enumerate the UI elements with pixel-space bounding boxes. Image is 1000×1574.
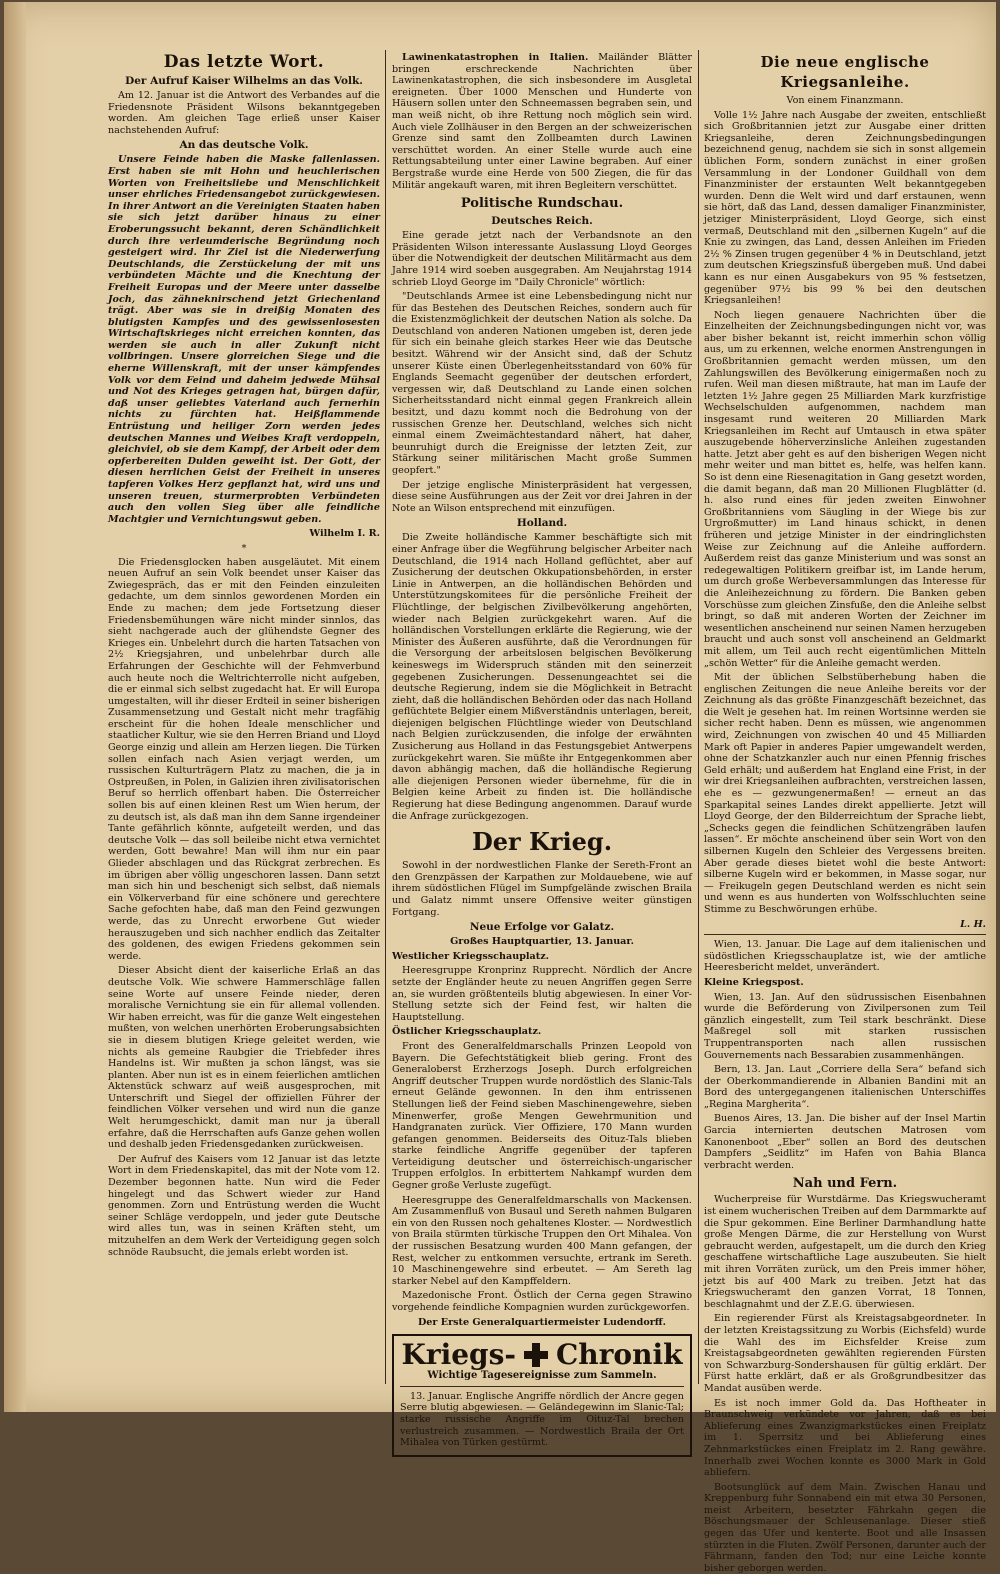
signature: Der Erste Generalquartiermeister Ludendorff. — [417, 1316, 667, 1328]
body-paragraph: Buenos Aires, 13. Jan. Die bisher auf der Insel Martin Garcia internierten deutschen Matrosen vom Kanonenboot „Eber“ sollen an Bord des deutschen Dampfers „Seidlitz“ im Hafen von Bahia Blanca verbracht werden. — [704, 1113, 986, 1171]
section-title: Nah und Fern. — [792, 1176, 898, 1192]
body-paragraph: Wien, 13. Jan. Auf den südrussischen Eisenbahnen wurde die Beförderung von Zivilpersonen zum Teil gänzlich eingestellt, zum Teil stark beschränkt. Diese Maßregel soll mit starken russischen Truppentransporten nach allen russischen Gouvernements nach Bessarabien zusammenhängen. — [704, 991, 986, 1061]
kc-text: 13. Januar. Englische Angriffe nördlich der Ancre gegen Serre blutig abgewiesen. — Geländegewinn im Slanic-Tal; starke russische Angriffe im Oituz-Tal brechen verlustreich zusammen. — Nordwestlich Braila der Ort Mihalea von Türken gestürmt. — [400, 1390, 684, 1449]
body-paragraph: Wucherpreise für Wurstdärme. Das Kriegswucheramt ist einem wucherischen Treiben auf dem Darmmarkte auf die Spur gekommen. Eine Berliner Darmhandlung hatte große Mengen Därme, die zur Herstellung von Wurst gebraucht werden, aufgestapelt, um die durch den Krieg geschaffene wirtschaftliche Lage auszubeuten. Sie hielt mit ihren Vorräten zurück, um den Preis immer höher, jetzt bis auf 400 Mark zu treiben. Jetzt hat das Kriegswucheramt den ganzen Vorrat, 18 Tonnen, beschlagnahmt und der Z.E.G. überwiesen. — [704, 1194, 986, 1310]
news-text: Mailänder Blätter bringen erschreckende Nachrichten über Lawinenkatastrophen, die sich insbesondere im Ausgletal ereigneten. Über 1000 Menschen und Hunderte von Häusern sollen unter den Schneemassen begraben sein, und man weiß nicht, ob ihre Rettung noch möglich sein wird. Auch viele Zollhäuser in den Bergen an der schweizerischen Grenze sind samt den Zollbeamten durch Lawinen verschüttet worden. An einer Stelle wurde auch eine Rettungsabteilung unter einer Lawine begraben. Auf einer Bergstraße wurde eine Herde von 500 Ziegen, die für das Militär angekauft waren, mit ihren Begleitern verschüttet. — [392, 52, 692, 191]
appeal-text: Unsere Feinde haben die Maske fallenlassen. Erst haben sie mit Hohn und heuchlerischen Worten von Freiheitsliebe und Menschlichkeit unser ehrliches Friedensangebot zurückgewiesen. In ihrer Antwort an die Vereinigten Staaten haben sie sich jetzt darüber hinaus zu einer Eroberungssucht bekannt, deren Schändlichkeit durch ihre verleumderische Begründung noch gesteigert wird. Ihr Ziel ist die Niederwerfung Deutschlands, die Zerstückelung der mit uns verbündeten Mächte und die Knechtung der Freiheit Europas und der Meere unter dasselbe Joch, das zähneknirschend jetzt Griechenland trägt. Aber was sie in dreißig Monaten des blutigsten Kampfes und des gewissenlosesten Wirtschaftskrieges nicht erreichen konnten, das werden sie auch in aller Zukunft nicht vollbringen. Unsere glorreichen Siege und die eherne Willenskraft, mit der unser kämpfendes Volk vor dem Feind und daheim jedwede Mühsal und Not des Krieges getragen hat, bürgen dafür, daß unser geliebtes Vaterland auch fernerhin nichts zu fürchten hat. Heißflammende Entrüstung und heiliger Zorn werden jedes deutschen Mannes und Weibes Kraft verdoppeln, gleichviel, ob sie dem Kampf, der Arbeit oder dem opferbereiten Dulden geweiht ist. Der Gott, der diesen herrlichen Geist der Freiheit in unseres tapferen Volkes Herz gepflanzt hat, wird uns und unseren treuen, sturmerprobten Verbündeten auch den vollen Sieg über alle feindliche Machtgier und Vernichtungswut geben. — [108, 154, 380, 525]
body-paragraph: Bern, 13. Jan. Laut „Corriere della Sera“ befand sich der Oberkommandierende in Albanien Bandini mit an Bord des untergegangenen italienischen Unterschiffes „Regina Margherita“. — [704, 1064, 986, 1110]
iron-cross-icon — [524, 1343, 548, 1367]
body-paragraph: Sowohl in der nordwestlichen Flanke der Sereth-Front an den Grenzpässen der Karpathen zur Moldauebene, wie auf ihrem südöstlichen Flügel im Sumpfgelände zwischen Braila und Galatz nimmt unsere Offensive weiter günstigen Fortgang. — [392, 860, 692, 918]
section-subtitle: Holland. — [516, 517, 568, 530]
body-paragraph: Heeresgruppe Kronprinz Rupprecht. Nördlich der Ancre setzte der Engländer heute zu neuen Angriffen gegen Serre an, sie wurden größtenteils blutig abgewiesen. In einer Vor-Stellung setzte sich der Feind fest, wir halten die Hauptstellung. — [392, 965, 692, 1023]
kriegs-chronik-title — [400, 1340, 684, 1370]
appeal-heading: An das deutsche Volk. — [179, 139, 309, 152]
body-paragraph: Der Aufruf des Kaisers vom 12 Januar ist das letzte Wort in dem Friedenskapitel, das mit der Note vom 12. Dezember begonnen hatte. Nun wird die Feder hingelegt und das Schwert wieder zur Hand genommen. Zorn und Entrüstung werden die Wucht seiner Schläge verdoppeln, und jeder gute Deutsche wird alles tun, was in seinen Kräften steht, um mitzuhelfen an dem Werk der Verteidigung gegen solch schnöde Raubsucht, die jemals erlebt worden ist. — [108, 1153, 380, 1258]
divider — [400, 1386, 684, 1387]
body-paragraph: Volle 1½ Jahre nach Ausgabe der zweiten, entschließt sich Großbritannien jetzt zur Ausgabe einer dritten Kriegsanleihe, deren Zeichnungsbedingungen bezeichnend genug, nachdem sie sich in sonst allgemein üblichen Form, sondern zunächst in einer großen Versammlung in der Londoner Guildhall von dem Finanzminister der erstaunten Welt bekanntgegeben wurden. Denn die Welt wird und darf erstaunen, wenn sie hört, daß das Land, dessen damaliger Finanzminister, jetziger Ministerpräsident, Lloyd George, sich einst vermaß, Deutschland mit den „silbernen Kugeln“ auf die Knie zu zwingen, das Land, dessen Anleihen im Frieden 2½ % Zinsen trugen gegenüber 4 % in Deutschland, jetzt zum deutschen Kriegszinsfuß übergeben muß. Und dabei kann es nur einen Ausgabekurs von 95 % festsetzen, gegenüber 97½ bis 99 % bei den deutschen Kriegsanleihen! — [704, 109, 986, 307]
article-title: Die neue englische Kriegsanleihe. — [760, 53, 930, 91]
intro-paragraph: Am 12. Januar ist die Antwort des Verbandes auf die Friedensnote Präsident Wilsons bekanntgegeben worden. Am gleichen Tage erließ unser Kaiser nachstehenden Aufruf: — [108, 90, 380, 136]
body-paragraph: Die Friedensglocken haben ausgeläutet. Mit einem neuen Aufruf an sein Volk beendet unser Kaiser das Zwiegespräch, das er mit den Feinden einzuleiten gedachte, um dem sinnlos gewordenen Morden ein Ende zu machen; dem jede Fortsetzung dieser Friedensbemühungen wäre nicht minder sinnlos, das sieht nachgerade auch der glühendste Gegner des Krieges ein. Unbelehrt durch die harten Tatsachen von 2½ Kriegsjahren, und unbelehrbar durch alle Erfahrungen der Geschichte will der Fehmverbund auch heute noch die Weltrichterrolle nicht aufgeben, die er einmal sich selbst zugedacht hat. Er will Europa umgestalten, will ihr dieser Erdteil in seiner bisherigen Zusammensetzung und Gestalt nicht mehr tragfähig erscheint für die hohen Ideale menschlicher und staatlicher Kultur, wie sie den Herren Briand und Lloyd George einzig und allein am Herzen liegen. Die Türken sollen einfach nach Asien verjagt werden, um russischen Kulturträgern Platz zu machen, die ja in Ostpreußen, in Polen, in Galizien ihren zivilisatorischen Beruf so herrlich offenbart haben. Die Österreicher sollen bis auf einen kleinen Rest um Wien herum, der zu deutsch ist, als daß man ihn dem Sanne irgendeiner Tante gefährlich könnte, aufgeteilt werden, und das deutsche Volk — das soll beileibe nicht etwa vernichtet werden, Gott bewahre! Man will ihm nur ein paar Glieder abschlagen und das Rückgrat zerbrechen. Es im übrigen aber völlig ungeschoren lassen. Dann setzt man sich hin und beschenigt sich selbst, daß niemals ein Völkerverband für eine schönere und gerechtere Sache gefochten habe, daß man den Feind gezwungen werde, das zu Unrecht erworbene Gut wieder herauszugeben und sich nachher endlich das Zeitalter des goldenen, des ewigen Friedens gekommen sein werde. — [108, 556, 380, 962]
section-subtitle: Neue Erfolge vor Galatz. — [469, 921, 615, 934]
dateline: Großes Hauptquartier, 13. Januar. — [450, 936, 634, 948]
front-heading: Östlicher Kriegsschauplatz. — [392, 1026, 542, 1038]
signature: Wilhelm I. R. — [309, 528, 380, 540]
column-rule — [385, 50, 386, 1384]
column-middle — [392, 52, 692, 1449]
front-heading: Westlicher Kriegsschauplatz. — [392, 950, 549, 962]
section-title: Politische Rundschau. — [460, 196, 624, 212]
section-subtitle: Deutsches Reich. — [491, 215, 593, 228]
kc-right: Chronik — [556, 1338, 683, 1372]
body-paragraph: Mazedonische Front. Östlich der Cerna gegen Strawino vorgehende feindliche Kompagnien wurden zurückgeworfen. — [392, 1290, 692, 1313]
article-subtitle: Der Aufruf Kaiser Wilhelms an das Volk. — [125, 75, 363, 87]
body-paragraph: Dieser Absicht dient der kaiserliche Erlaß an das deutsche Volk. Wie schwere Hammerschläge fallen seine Worte auf unsere Feinde nieder, deren moralische Vernichtung sie ein für allemal vollenden. Wir haben erreicht, was für die ganze Welt eingestehen mußten, von welchen unerhörten Eroberungsabsichten sie in diesem blutigen Kriege geleitet werden, wie nichts als gemeine Raubgier die Triebfeder ihres Handelns ist. Wir mußten ja schon längst, was sie planten. Aber nun ist es in einem feierlichen amtlichen Aktenstück schwarz auf weiß ausgesprochen, mit Unterschrift und Siegel der offiziellen Führer der feindlichen Völker versehen und wird nun die ganze Welt herumgeschickt, damit man nur ja überall erfahre, daß die Herrschaften aufs Ganze gehen wollen und deshalb jeden Friedensgedanken zurückweisen. — [108, 965, 380, 1151]
separator-star: * — [241, 542, 247, 554]
newspaper-page — [4, 2, 996, 1574]
body-paragraph: Wien, 13. Januar. Die Lage auf dem italienischen und südöstlichen Kriegsschauplatze ist, wie der amtliche Heeresbericht meldet, unverändert. — [704, 939, 986, 974]
binding-edge — [4, 2, 26, 1412]
section-title: Der Krieg. — [471, 827, 613, 857]
divider — [704, 934, 986, 935]
news-heading: Lawinenkatastrophen in Italien. — [402, 52, 589, 63]
article-title: Das letzte Wort. — [163, 52, 325, 72]
kc-subtitle: Wichtige Tagesereignisse zum Sammeln. — [427, 1370, 657, 1382]
section-subtitle: Kleine Kriegspost. — [704, 976, 804, 988]
body-paragraph: Die Zweite holländische Kammer beschäftigte sich mit einer Anfrage über die Wegführung belgischer Arbeiter nach Deutschland, die 1914 nach Holland geflüchtet, aber auf Zusicherung der deutschen Okkupationsbehörden, in erster Linie in Antwerpen, an die holländischen Behörden und Unterstützungskomitees für die persönliche Freiheit der Flüchtlinge, der belgischen Zivilbevölkerung angehörten, wieder nach Belgien zurückgekehrt waren. Auf die holländischen Vorstellungen erklärte die Regierung, wie der Minister des Äußeren ausführte, daß die Verordnungen für die Versorgung der arbeitslosen belgischen Bevölkerung keineswegs im Widerspruch ständen mit den seinerzeit gegebenen Zusicherungen. Dessenungeachtet sei die deutsche Regierung, indem sie die Möglichkeit in Betracht zieht, daß die holländischen Behörden oder das nach Holland geflüchtete Belgier einem Mißverständnis unterlagen, bereit, diejenigen belgischen Flüchtlinge wieder von Deutschland nach Belgien zurückzusenden, die infolge der erwähnten Zusicherung aus Holland in das Festungsgebiet Antwerpens zurückgekehrt waren. Sie müßte ihr Entgegenkommen aber davon abhängig machen, daß die holländische Regierung alle diejenigen Personen wieder übernehme, für die in Belgien keine Arbeit zu finden ist. Die holländische Regierung hat diese Bedingung angenommen. Darauf wurde die Anfrage zurückgezogen. — [392, 532, 692, 822]
body-paragraph: Noch liegen genauere Nachrichten über die Einzelheiten der Zeichnungsbedingungen nicht vor, was aber bisher bekannt ist, reicht immerhin schon völlig aus, um zu erkennen, welche enormen Anstrengungen in Großbritannien gemacht werden müssen, um den Zahlungswillen des Bevölkerung einigermaßen noch zu rufen. Weil man diesen mißtraute, hat man im Laufe der letzten 1½ Jahre gegen 25 Milliarden Mark kurzfristige Wechselschulden aufgenommen, nachdem man insgesamt rund weiteren 20 Milliarden Mark Kriegsanleihen im Recht auf Umtausch in etwa später auszugebende höherverzinsliche Anleihen zugestanden hatte. Jetzt aber geht es auf den bisherigen Wegen nicht mehr weiter und man bittet es, helfe, was helfen kann. So ist denn eine Riesenagitation in Gang gesetzt worden, die damit begann, daß man 20 Millionen Flugblätter (d. h. also rund eines für jeden zweiten Einwohner Großbritanniens vom Säugling in der Wiege bis zur Urgroßmutter) im Land hinaus schickt, in denen früheren und jetzige Minister in der eindringlichsten Weise zur Zeichnung auf die Anleihe auffordern. Außerdem reist das ganze Ministerium und was sonst an redegewaltigen Politikern greifbar ist, im Lande herum, um durch große Werbeversammlungen das Interesse für die Anleihezeichnung zu fördern. Die Banken geben Vorschüsse zum gleichen Zinsfuße, den die Anleihe selbst bringt, so daß mit anderen Worten der Zeichner im wesentlichen anscheinend nur seinen Namen herzugeben braucht und auch sonst voll anscheinend an Geldmarkt mit allem, um Teil auch recht eigentümlichen Mitteln „schön Wetter“ für die Anleihe gemacht werden. — [704, 309, 986, 669]
body-paragraph: Ein regierender Fürst als Kreistagsabgeordneter. In der letzten Kreistagssitzung zu Worbis (Eichsfeld) wurde die Wahl des im Eichsfelder Kreise zum Kreistagsabgeordneten gewählten regierenden Fürsten von Schwarzburg-Sondershausen für gültig erklärt. Der Fürst hatte erklärt, daß er als Großgrundbesitzer das Mandat ausüben werde. — [704, 1313, 986, 1394]
body-paragraph: Front des Generalfeldmarschalls Prinzen Leopold von Bayern. Die Gefechtstätigkeit blieb gering. Front des Generaloberst Erzherzogs Joseph. Durch erfolgreichen Angriff deutscher Truppen wurde nordöstlich des Slanic-Tals erneut Gelände gewonnen. In den ihm entrissenen Stellungen ließ der Feind sieben Maschinengewehre, sieben Minenwerfer, große Mengen Gewehrmunition und Handgranaten zurück. Vier Offiziere, 170 Mann wurden gefangen genommen. Beiderseits des Oituz-Tals blieben starke feindliche Angriffe gegenüber der tapferen Verteidigung deutscher und österreichisch-ungarischer Truppen erfolglos. In erbittertem Nahkampf wurden dem Gegner große Verluste zugefügt. — [392, 1040, 692, 1192]
quote-paragraph: "Deutschlands Armee ist eine Lebensbedingung nicht nur für das Bestehen des Deutschen Reiches, sondern auch für die Existenzmöglichkeit der deutschen Nation als solche. Da Deutschland von anderen Nationen umgeben ist, deren jede für sich ein beinahe gleich starkes Heer wie das Deutsche besitzt. Während wir der Ansicht sind, daß der Schutz unserer Küste einen Überlegenheitsstandard von 60% für Englands Seemacht gegenüber der deutschen erfordert, vergessen wir, daß Deutschland zu Lande einen solchen Sicherheitsstandard nicht einmal gegen Frankreich allein besitzt, und dazu kommt noch die Bedrohung von der russischen Grenze her. Deutschland, welches sich nicht einmal einem Zweimächtestandard nähert, hat daher, beunruhigt durch die Ereignisse der letzten Zeit, zur Stärkung seiner militärischen Macht große Summen geopfert." — [392, 291, 692, 476]
body-paragraph: Heeresgruppe des Generalfeldmarschalls von Mackensen. Am Zusammenfluß von Busaul und Sereth nahmen Bulgaren ein von den Russen noch gehaltenes Kloster. — Nordwestlich von Braila stürmten türkische Truppen den Ort Mihalea. Von der russischen Besatzung wurden 400 Mann gefangen, der Rest, welcher zu entkommen versuchte, ertrank im Sereth. 10 Maschinengewehre sind erbeutet. — Am Sereth lag starker Nebel auf den Kampffeldern. — [392, 1194, 692, 1287]
column-right — [704, 52, 986, 1574]
body-paragraph: Bootsunglück auf dem Main. Zwischen Hanau und Kreppenburg fuhr Sonnabend ein mit etwa 30 Personen, meist Arbeitern, besetzter Fährkahn gegen die Böschungsmauer der Schleusenanlage. Dieser stieß gegen das Ufer und kenterte. Boot und alle Insassen stürzten in die Fluten. Zwölf Personen, darunter auch der Fährmann, fanden den Tod; nur eine Leiche konnte bisher geborgen werden. — [704, 1481, 986, 1574]
body-paragraph: Mit der üblichen Selbstüberhebung haben die englischen Zeitungen die neue Anleihe bereits vor der Zeichnung als das größte Finanzgeschäft bezeichnet, das die Welt je gesehen hat. Im reinen Wortsinne werden sie sicher recht haben. Denn es müssen, wie angenommen wird, Zeichnungen von zwischen 40 und 45 Milliarden Mark oft Papier in anderes Papier umgewandelt werden, ohne der Schatzkanzler auch nur einen Pfennig frisches Geld erhält; und außerdem hat England eine Frist, in der wir drei Kriegsanleihen aufbrachten, verstreichen lassen, ehe es — gezwungenermaßen! — erneut an das Sparkapital seines Landes direkt appellierte. Jetzt will Lloyd George, der den Bilderreichtum der Sprache liebt, „Schecks gegen die feindlichen Schützengräben laufen lassen“. Er möchte anscheinend über sein Wort von den silbernen Kugeln den Schleier des Vergessens breiten. Aber gerade dieses bietet wohl die beste Antwort: silberne Kugeln wird er bekommen, in Masse sogar, nur — Freikugeln gegen Deutschland werden es nicht sein und wenn es aus hunderten von Wolfsschluchten seine Stimme zu Beschwörungen erhübe. — [704, 672, 986, 915]
kriegs-chronik-box — [392, 1334, 692, 1457]
column-rule — [698, 50, 699, 1384]
author-initials: L. H. — [960, 918, 986, 930]
body-paragraph: Es ist noch immer Gold da. Das Hoftheater in Braunschweig verkündete vor Jahren, daß es bei Ablieferung eines Zwanzigmarkstückes einen Freiplatz im 1. Sperrsitz und bei Ablieferung eines Zehnmarkstückes einen Freiplatz im 2. Rang gewähre. Innerhalb zwei Wochen konnte es 3000 Mark in Gold abliefern. — [704, 1397, 986, 1479]
body-paragraph: Der jetzige englische Ministerpräsident hat vergessen, diese seine Ausführungen aus der Zeit vor drei Jahren in der Note an Wilson entsprechend mit einzufügen. — [392, 479, 692, 514]
kc-left: Kriegs- — [401, 1338, 517, 1372]
byline: Von einem Finanzmann. — [786, 95, 904, 106]
body-paragraph: Eine gerade jetzt nach der Verbandsnote an den Präsidenten Wilson interessante Auslassung Lloyd Georges über die Notwendigkeit der deutschen Militärmacht aus dem Jahre 1914 wird soeben ausgegraben. Am Neujahrstag 1914 schrieb Lloyd George im "Daily Chronicle" wörtlich: — [392, 230, 692, 288]
column-left — [108, 52, 380, 1372]
